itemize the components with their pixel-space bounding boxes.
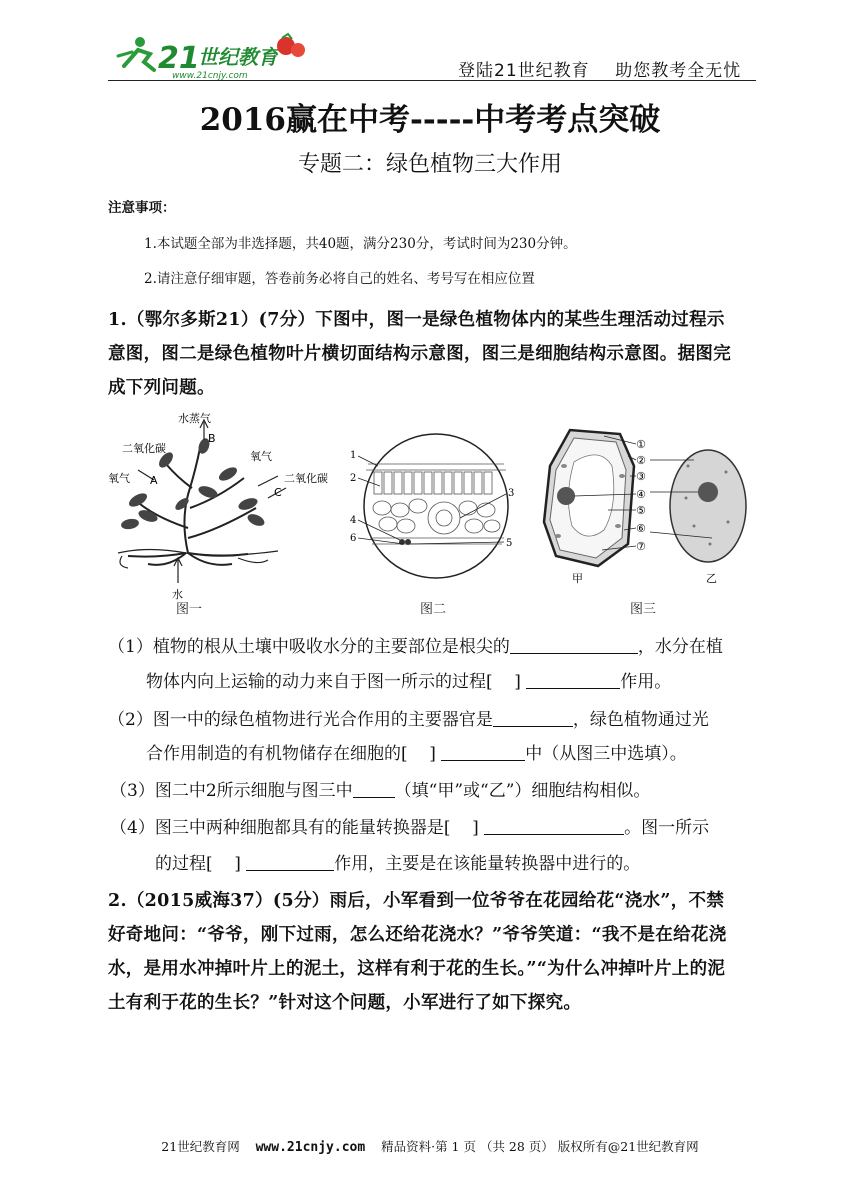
q1-sub-4b — [155, 849, 640, 874]
q2-line-1: 2.（2015威海37）(5分）雨后，小军看到一位爷爷在花园给花“浇水”，不禁 — [108, 891, 725, 911]
q2-line-4: 土有利于花的生长？”针对这个问题，小军进行了如下探究。 — [108, 993, 582, 1013]
fig1-label-a: A — [150, 474, 158, 487]
figure-2-leaf-section — [348, 426, 518, 606]
answer-blank[interactable] — [493, 710, 573, 727]
fig1-label-co2-right: 二氧化碳 — [284, 472, 328, 485]
header-divider — [108, 80, 756, 81]
q1-sub-4b-tail: 作用，主要是在该能量转换器中进行的。 — [334, 854, 641, 874]
fig1-label-c: C — [274, 486, 282, 499]
q1-sub-2b-text: 合作用制造的有机物储存在细胞的[ ] — [146, 744, 436, 764]
q1-sub-4a-tail: 。图一所示 — [624, 818, 710, 838]
answer-blank[interactable] — [510, 637, 638, 654]
fig1-label-o2-right: 氧气 — [250, 450, 272, 463]
fig2-label-2: 2 — [350, 473, 357, 484]
fig2-label-3: 3 — [508, 488, 515, 499]
q1-sub-1a-tail: ，水分在植 — [637, 637, 723, 657]
notes-item-1: 1.本试题全部为非选择题，共40题，满分230分，考试时间为230分钟。 — [144, 236, 577, 252]
notes-item-2: 2.请注意仔细审题，答卷前务必将自己的姓名、考号写在相应位置 — [144, 271, 535, 287]
page-title: 2016赢在中考-----中考考点突破 — [199, 102, 661, 138]
plant-cell — [544, 430, 634, 566]
q1-sub-2a — [108, 705, 709, 730]
fig2-label-4: 4 — [350, 515, 357, 526]
q1-sub-2a-text: （2）图一中的绿色植物进行光合作用的主要器官是 — [108, 710, 493, 730]
q1-sub-1a-text: （1）植物的根从土壤中吸收水分的主要部位是根尖的 — [108, 637, 510, 657]
answer-blank[interactable] — [353, 781, 395, 798]
fig3-label-yi: 乙 — [706, 572, 717, 585]
fig3-label-jia: 甲 — [572, 572, 583, 585]
svg-text:www.21cnjy.com: www.21cnjy.com — [172, 71, 248, 80]
fig1-label-b: B — [208, 432, 216, 445]
figure-3-cells — [538, 426, 758, 586]
q1-sub-3-tail: （填“甲”或“乙”）细胞结构相似。 — [394, 781, 651, 801]
fig1-label-water: 水 — [172, 588, 183, 601]
svg-text:世纪教育: 世纪教育 — [198, 45, 278, 69]
q1-sub-2a-tail: ，绿色植物通过光 — [572, 710, 709, 730]
fig2-label-6: 6 — [350, 533, 357, 544]
answer-blank[interactable] — [441, 744, 525, 761]
animal-cell — [670, 450, 746, 562]
fig3-label-4: ④ — [636, 488, 646, 501]
logo — [110, 30, 310, 80]
q2-line-3: 水，是用水冲掉叶片上的泥土，这样有利于花的生长。”“为什么冲掉叶片上的泥 — [108, 959, 726, 979]
q1-sub-3 — [110, 776, 650, 801]
footer-left: 21世纪教育网 — [161, 1139, 240, 1154]
q1-sub-2b-tail: 中（从图三中选填）。 — [525, 744, 687, 764]
footer-site-link[interactable]: www.21cnjy.com — [255, 1140, 366, 1155]
answer-blank[interactable] — [526, 672, 620, 689]
q1-line-2: 意图，图二是绿色植物叶片横切面结构示意图，图三是细胞结构示意图。据图完 — [108, 344, 731, 364]
q1-sub-2b — [146, 739, 687, 764]
q1-sub-4a-text: （4）图三中两种细胞都具有的能量转换器是[ ] — [110, 818, 479, 838]
header-slogan: 登陆21世纪教育 助您教考全无忧 — [458, 61, 742, 81]
page-footer — [0, 1137, 860, 1155]
q2-line-2: 好奇地问：“爷爷，刚下过雨，怎么还给花浇水？”爷爷笑道：“我不是在给花浇 — [108, 925, 727, 945]
figure-1-plant — [108, 408, 328, 618]
fig2-label-5: 5 — [506, 538, 513, 549]
fig1-label-vapor: 水蒸气 — [178, 412, 211, 425]
q1-sub-4b-text: 的过程[ ] — [155, 854, 241, 874]
fig2-label-1: 1 — [350, 450, 357, 461]
fig1-label-o2-left: 氧气 — [108, 472, 130, 485]
q1-line-1: 1.（鄂尔多斯21）(7分）下图中，图一是绿色植物体内的某些生理活动过程示 — [108, 310, 725, 330]
q1-line-3: 成下列问题。 — [108, 378, 215, 398]
q1-sub-4a — [110, 813, 709, 838]
q1-sub-1b-tail: 作用。 — [620, 672, 672, 692]
q1-sub-1b-text: 物体内向上运输的动力来自于图一所示的过程[ ] — [146, 672, 521, 692]
fig3-label-6: ⑥ — [636, 522, 646, 535]
answer-blank[interactable] — [484, 818, 624, 835]
logo-runner-icon — [118, 37, 154, 70]
answer-blank[interactable] — [246, 854, 334, 871]
q1-sub-1a — [108, 632, 723, 657]
fig3-label-7: ⑦ — [636, 540, 646, 553]
svg-text:21: 21 — [158, 41, 200, 76]
fig1-label-co2-left: 二氧化碳 — [122, 442, 166, 455]
q1-sub-1b — [146, 667, 671, 692]
figure-3-caption: 图三 — [630, 602, 657, 617]
figure-2-caption: 图二 — [420, 602, 447, 617]
figure-1-caption: 图一 — [176, 602, 203, 617]
fig3-label-1: ① — [636, 438, 646, 451]
q1-sub-3-text: （3）图二中2所示细胞与图三中 — [110, 781, 353, 801]
footer-right: 精品资料·第 1 页 （共 28 页） 版权所有@21世纪教育网 — [381, 1139, 699, 1154]
fig3-label-3: ③ — [636, 470, 646, 483]
fig3-label-2: ② — [636, 454, 646, 467]
fig3-label-5: ⑤ — [636, 504, 646, 517]
notes-heading: 注意事项： — [108, 200, 176, 216]
page-subtitle: 专题二：绿色植物三大作用 — [297, 152, 562, 177]
